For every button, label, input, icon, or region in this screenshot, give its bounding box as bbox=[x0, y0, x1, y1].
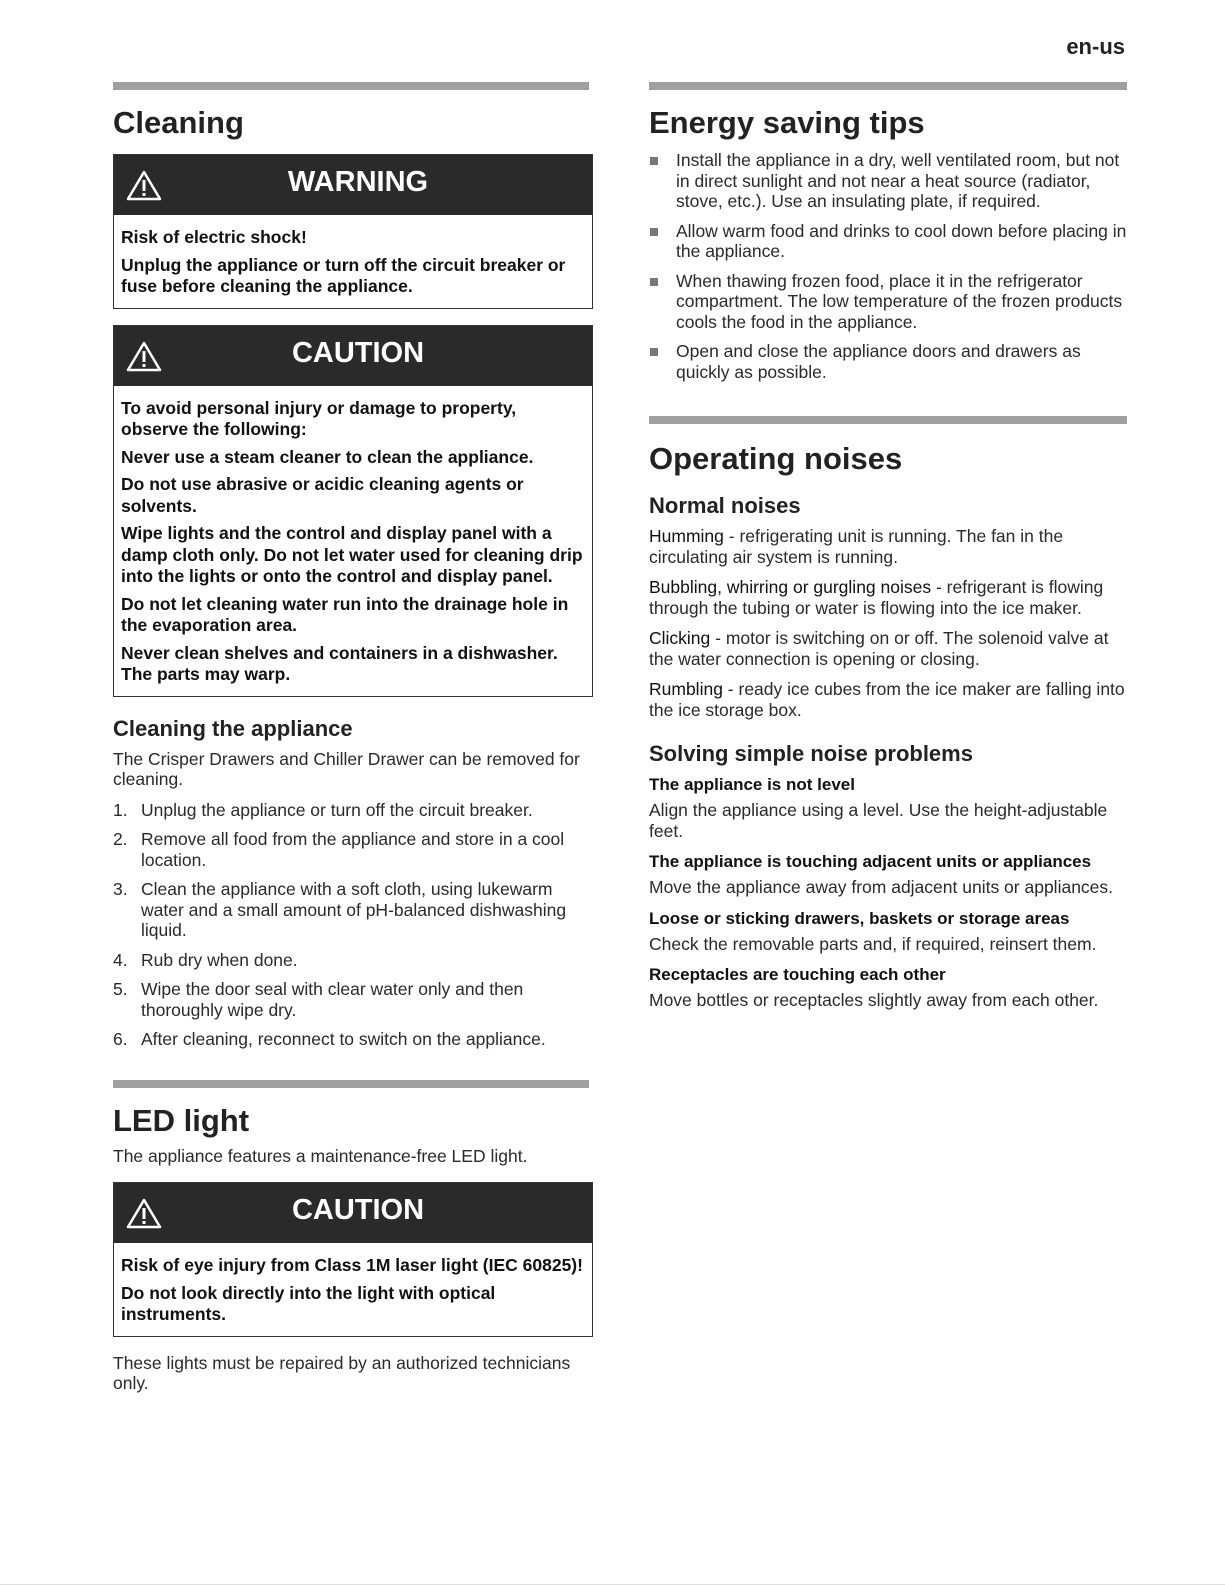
bullet-icon bbox=[649, 150, 676, 212]
noises-title: Operating noises bbox=[649, 441, 903, 476]
caution-box bbox=[113, 325, 593, 697]
caution-line: Risk of eye injury from Class 1M laser light (IEC 60825)! bbox=[121, 1255, 583, 1275]
led-intro: The appliance features a maintenance-free LED light. bbox=[113, 1145, 528, 1166]
warning-box bbox=[113, 154, 593, 309]
energy-title: Energy saving tips bbox=[649, 105, 925, 140]
bullet-icon bbox=[649, 221, 676, 262]
noise-item bbox=[649, 526, 1127, 567]
caution-line: Never use a steam cleaner to clean the appliance. bbox=[121, 446, 534, 467]
solving-heading: Solving simple noise problems bbox=[649, 741, 973, 766]
caution-line: Do not use abrasive or acidic cleaning agents or solvents. bbox=[121, 474, 524, 516]
cleaning-intro: The Crisper Drawers and Chiller Drawer can be removed for cleaning. bbox=[113, 748, 580, 789]
solution-text: Move the appliance away from adjacent units or appliances. bbox=[649, 877, 1114, 897]
noise-term: Humming bbox=[649, 526, 724, 546]
step-text: Wipe the door seal with clear water only and then thoroughly wipe dry. bbox=[141, 979, 524, 1020]
warning-header bbox=[114, 155, 592, 215]
problem-heading: The appliance is not level bbox=[649, 775, 855, 794]
noise-term: Bubbling, whirring or gurgling noises bbox=[649, 577, 932, 597]
caution-line: Wipe lights and the control and display panel with a damp cloth only. Do not let water used for cleaning drip into the lights or onto the control and display panel. bbox=[121, 523, 583, 586]
list-item bbox=[113, 979, 593, 1020]
list-item bbox=[113, 950, 593, 971]
warning-line: Risk of electric shock! bbox=[121, 227, 307, 247]
caution-body bbox=[114, 1243, 592, 1336]
step-text: Unplug the appliance or turn off the circuit breaker. bbox=[141, 799, 533, 820]
cleaning-steps bbox=[113, 800, 593, 1050]
section-divider bbox=[649, 82, 1127, 90]
tip-text: When thawing frozen food, place it in the refrigerator compartment. The low temperature of the frozen products cools the food in the appliance. bbox=[676, 270, 1123, 332]
step-number: 6. bbox=[113, 1029, 128, 1049]
step-number: 4. bbox=[113, 949, 128, 970]
list-item bbox=[113, 829, 593, 870]
noise-text: - refrigerating unit is running. The fan in the circulating air system is running. bbox=[649, 526, 1064, 567]
step-text: Remove all food from the appliance and store in a cool location. bbox=[141, 829, 565, 870]
solution-text: Align the appliance using a level. Use the height-adjustable feet. bbox=[649, 800, 1108, 841]
caution-header bbox=[114, 1183, 592, 1243]
noise-term: Clicking bbox=[649, 628, 711, 648]
led-outro: These lights must be repaired by an authorized technicians only. bbox=[113, 1352, 571, 1393]
warning-body bbox=[114, 215, 592, 308]
caution-line: Do not let cleaning water run into the drainage hole in the evaporation area. bbox=[121, 593, 569, 635]
noise-text: - refrigerant is flowing through the tubing or water is flowing into the ice maker. bbox=[649, 577, 1104, 618]
section-divider bbox=[649, 416, 1127, 424]
led-caution-box bbox=[113, 1182, 593, 1337]
step-number: 5. bbox=[113, 979, 128, 999]
step-text: Clean the appliance with a soft cloth, using lukewarm water and a small amount of pH-balanced dishwashing liquid. bbox=[141, 879, 567, 940]
section-divider bbox=[113, 82, 589, 90]
solution-text: Check the removable parts and, if required, reinsert them. bbox=[649, 933, 1097, 954]
solution-text: Move bottles or receptacles slightly away from each other. bbox=[649, 990, 1099, 1010]
noise-term: Rumbling bbox=[649, 679, 723, 699]
section-divider bbox=[113, 1080, 589, 1088]
normal-noises-heading: Normal noises bbox=[649, 493, 801, 518]
caution-line: Do not look directly into the light with optical instruments. bbox=[121, 1282, 496, 1324]
list-item bbox=[113, 1029, 593, 1050]
noise-text: - ready ice cubes from the ice maker are falling into the ice storage box. bbox=[649, 679, 1125, 720]
right-column bbox=[649, 82, 1127, 1021]
noise-text: - motor is switching on or off. The solenoid valve at the water connection is opening or closing. bbox=[649, 628, 1109, 669]
list-item bbox=[649, 221, 1127, 262]
noise-item bbox=[649, 679, 1127, 720]
list-item bbox=[649, 150, 1127, 212]
list-item bbox=[649, 271, 1127, 333]
tip-text: Allow warm food and drinks to cool down before placing in the appliance. bbox=[676, 220, 1127, 261]
noise-item bbox=[649, 577, 1127, 618]
warning-title: WARNING bbox=[287, 166, 429, 198]
step-text: After cleaning, reconnect to switch on the appliance. bbox=[141, 1029, 546, 1049]
list-item bbox=[113, 879, 593, 941]
caution-header bbox=[114, 326, 592, 386]
warning-line: Unplug the appliance or turn off the circuit breaker or fuse before cleaning the appliance. bbox=[121, 254, 566, 296]
bullet-icon bbox=[649, 271, 676, 333]
problem-heading: Loose or sticking drawers, baskets or storage areas bbox=[649, 908, 1070, 928]
left-column bbox=[113, 82, 593, 1404]
problem-heading: The appliance is touching adjacent units or appliances bbox=[649, 852, 1092, 871]
tip-text: Install the appliance in a dry, well ventilated room, but not in direct sunlight and not near a heat source (radiator, stove, etc.). Use an insulating plate, if required. bbox=[676, 150, 1120, 211]
caution-line: Never clean shelves and containers in a dishwasher. The parts may warp. bbox=[121, 642, 558, 684]
language-label: en-us bbox=[1066, 34, 1125, 59]
list-item bbox=[649, 341, 1127, 382]
caution-body bbox=[114, 386, 592, 696]
step-text: Rub dry when done. bbox=[141, 949, 298, 970]
caution-title: CAUTION bbox=[291, 1194, 425, 1226]
step-number: 1. bbox=[113, 799, 128, 820]
caution-title: CAUTION bbox=[291, 336, 425, 369]
list-item bbox=[113, 800, 593, 821]
problem-heading: Receptacles are touching each other bbox=[649, 965, 946, 984]
noise-item bbox=[649, 628, 1127, 669]
step-number: 2. bbox=[113, 829, 128, 849]
step-number: 3. bbox=[113, 879, 128, 899]
led-title: LED light bbox=[113, 1102, 250, 1138]
cleaning-appliance-heading: Cleaning the appliance bbox=[113, 715, 353, 741]
energy-tips bbox=[649, 150, 1127, 382]
tip-text: Open and close the appliance doors and drawers as quickly as possible. bbox=[676, 341, 1081, 382]
caution-line: To avoid personal injury or damage to property, observe the following: bbox=[121, 397, 517, 439]
cleaning-title: Cleaning bbox=[113, 105, 244, 140]
bullet-icon bbox=[649, 341, 676, 382]
